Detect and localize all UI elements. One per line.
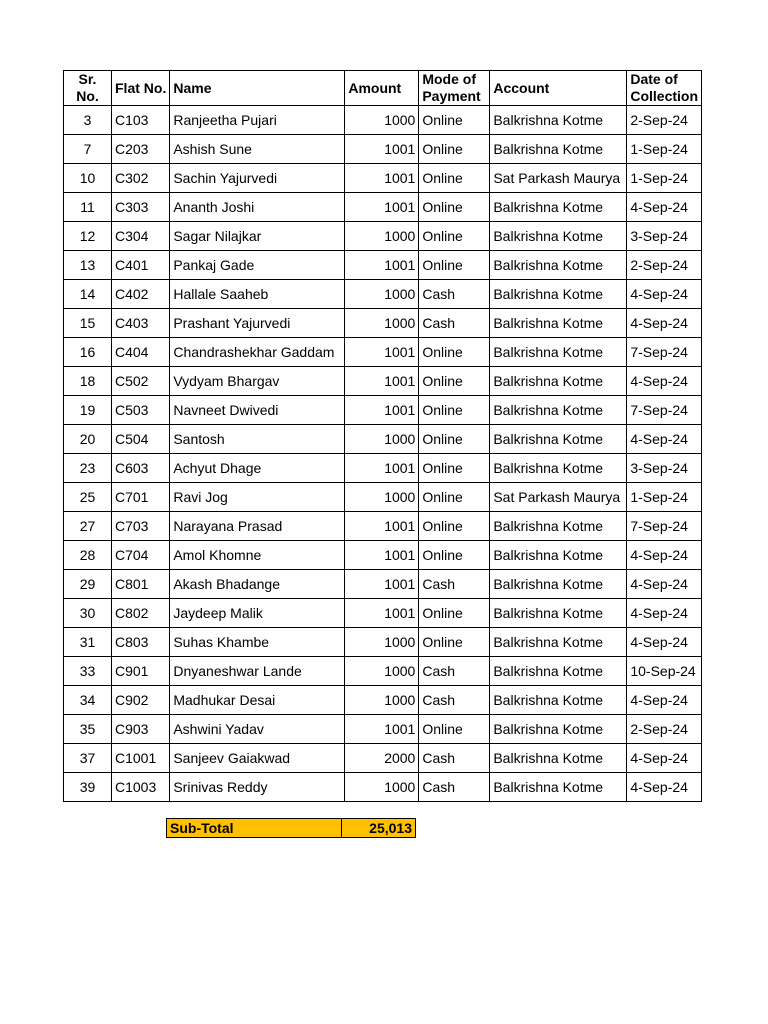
table-row xyxy=(64,744,702,773)
cell-mode-of-payment: Online xyxy=(419,222,490,251)
cell-flat-no: C701 xyxy=(112,483,170,512)
subtotal-row xyxy=(166,818,416,838)
header-amount: Amount xyxy=(345,71,419,106)
cell-sr-no: 16 xyxy=(64,338,112,367)
cell-date-of-collection: 7-Sep-24 xyxy=(627,396,702,425)
header-mode-of-payment: Mode of Payment xyxy=(419,71,490,106)
cell-account: Balkrishna Kotme xyxy=(490,425,627,454)
cell-mode-of-payment: Cash xyxy=(419,657,490,686)
table-row xyxy=(64,135,702,164)
cell-date-of-collection: 4-Sep-24 xyxy=(627,193,702,222)
cell-date-of-collection: 4-Sep-24 xyxy=(627,541,702,570)
cell-sr-no: 13 xyxy=(64,251,112,280)
table-row xyxy=(64,164,702,193)
cell-name: Ravi Jog xyxy=(170,483,345,512)
cell-date-of-collection: 2-Sep-24 xyxy=(627,251,702,280)
cell-amount: 1001 xyxy=(345,454,419,483)
cell-mode-of-payment: Online xyxy=(419,164,490,193)
cell-sr-no: 35 xyxy=(64,715,112,744)
cell-amount: 1001 xyxy=(345,570,419,599)
cell-sr-no: 11 xyxy=(64,193,112,222)
table-row xyxy=(64,483,702,512)
cell-flat-no: C902 xyxy=(112,686,170,715)
cell-mode-of-payment: Online xyxy=(419,512,490,541)
cell-name: Sanjeev Gaiakwad xyxy=(170,744,345,773)
table-row xyxy=(64,512,702,541)
cell-name: Chandrashekhar Gaddam xyxy=(170,338,345,367)
cell-date-of-collection: 7-Sep-24 xyxy=(627,338,702,367)
cell-name: Vydyam Bhargav xyxy=(170,367,345,396)
cell-flat-no: C203 xyxy=(112,135,170,164)
cell-name: Akash Bhadange xyxy=(170,570,345,599)
cell-amount: 1001 xyxy=(345,193,419,222)
cell-account: Sat Parkash Maurya xyxy=(490,164,627,193)
cell-amount: 1000 xyxy=(345,425,419,454)
table-row xyxy=(64,425,702,454)
table-row xyxy=(64,367,702,396)
cell-amount: 1001 xyxy=(345,164,419,193)
cell-mode-of-payment: Online xyxy=(419,599,490,628)
cell-account: Balkrishna Kotme xyxy=(490,657,627,686)
cell-flat-no: C402 xyxy=(112,280,170,309)
cell-account: Balkrishna Kotme xyxy=(490,106,627,135)
table-row xyxy=(64,251,702,280)
cell-name: Achyut Dhage xyxy=(170,454,345,483)
cell-mode-of-payment: Online xyxy=(419,628,490,657)
cell-flat-no: C304 xyxy=(112,222,170,251)
cell-mode-of-payment: Online xyxy=(419,541,490,570)
cell-name: Madhukar Desai xyxy=(170,686,345,715)
cell-amount: 1000 xyxy=(345,309,419,338)
cell-account: Balkrishna Kotme xyxy=(490,512,627,541)
subtotal-value: 25,013 xyxy=(369,820,412,836)
header-name: Name xyxy=(170,71,345,106)
cell-amount: 1000 xyxy=(345,483,419,512)
cell-name: Amol Khomne xyxy=(170,541,345,570)
table-row xyxy=(64,715,702,744)
cell-date-of-collection: 4-Sep-24 xyxy=(627,744,702,773)
header-row xyxy=(64,71,702,106)
cell-account: Balkrishna Kotme xyxy=(490,367,627,396)
table-row xyxy=(64,222,702,251)
cell-date-of-collection: 4-Sep-24 xyxy=(627,686,702,715)
cell-date-of-collection: 4-Sep-24 xyxy=(627,628,702,657)
cell-amount: 1001 xyxy=(345,715,419,744)
cell-mode-of-payment: Cash xyxy=(419,570,490,599)
cell-mode-of-payment: Online xyxy=(419,367,490,396)
cell-flat-no: C502 xyxy=(112,367,170,396)
cell-date-of-collection: 4-Sep-24 xyxy=(627,309,702,338)
cell-date-of-collection: 3-Sep-24 xyxy=(627,222,702,251)
cell-date-of-collection: 7-Sep-24 xyxy=(627,512,702,541)
cell-mode-of-payment: Online xyxy=(419,454,490,483)
cell-mode-of-payment: Online xyxy=(419,425,490,454)
header-flat-no: Flat No. xyxy=(112,71,170,106)
table-row xyxy=(64,338,702,367)
cell-mode-of-payment: Cash xyxy=(419,773,490,802)
cell-account: Sat Parkash Maurya xyxy=(490,483,627,512)
table-row xyxy=(64,106,702,135)
cell-sr-no: 37 xyxy=(64,744,112,773)
cell-account: Balkrishna Kotme xyxy=(490,338,627,367)
cell-flat-no: C603 xyxy=(112,454,170,483)
cell-flat-no: C803 xyxy=(112,628,170,657)
cell-sr-no: 10 xyxy=(64,164,112,193)
cell-mode-of-payment: Cash xyxy=(419,280,490,309)
cell-name: Jaydeep Malik xyxy=(170,599,345,628)
cell-mode-of-payment: Online xyxy=(419,135,490,164)
cell-name: Ananth Joshi xyxy=(170,193,345,222)
cell-sr-no: 33 xyxy=(64,657,112,686)
cell-flat-no: C704 xyxy=(112,541,170,570)
cell-amount: 1000 xyxy=(345,222,419,251)
cell-name: Ranjeetha Pujari xyxy=(170,106,345,135)
cell-flat-no: C403 xyxy=(112,309,170,338)
cell-account: Balkrishna Kotme xyxy=(490,309,627,338)
cell-amount: 1001 xyxy=(345,367,419,396)
table-row xyxy=(64,628,702,657)
cell-amount: 1001 xyxy=(345,135,419,164)
cell-date-of-collection: 1-Sep-24 xyxy=(627,483,702,512)
header-account: Account xyxy=(490,71,627,106)
table-row xyxy=(64,657,702,686)
cell-account: Balkrishna Kotme xyxy=(490,454,627,483)
cell-flat-no: C1003 xyxy=(112,773,170,802)
cell-account: Balkrishna Kotme xyxy=(490,570,627,599)
cell-sr-no: 30 xyxy=(64,599,112,628)
cell-date-of-collection: 3-Sep-24 xyxy=(627,454,702,483)
cell-sr-no: 31 xyxy=(64,628,112,657)
cell-mode-of-payment: Online xyxy=(419,483,490,512)
cell-sr-no: 28 xyxy=(64,541,112,570)
cell-name: Prashant Yajurvedi xyxy=(170,309,345,338)
cell-amount: 1001 xyxy=(345,599,419,628)
cell-mode-of-payment: Cash xyxy=(419,309,490,338)
header-sr-no: Sr. No. xyxy=(64,71,112,106)
table-row xyxy=(64,454,702,483)
cell-date-of-collection: 4-Sep-24 xyxy=(627,367,702,396)
cell-sr-no: 34 xyxy=(64,686,112,715)
cell-name: Navneet Dwivedi xyxy=(170,396,345,425)
cell-flat-no: C901 xyxy=(112,657,170,686)
cell-account: Balkrishna Kotme xyxy=(490,715,627,744)
cell-account: Balkrishna Kotme xyxy=(490,541,627,570)
cell-sr-no: 12 xyxy=(64,222,112,251)
cell-mode-of-payment: Online xyxy=(419,251,490,280)
cell-account: Balkrishna Kotme xyxy=(490,773,627,802)
cell-flat-no: C503 xyxy=(112,396,170,425)
cell-mode-of-payment: Cash xyxy=(419,744,490,773)
cell-sr-no: 14 xyxy=(64,280,112,309)
cell-name: Srinivas Reddy xyxy=(170,773,345,802)
cell-date-of-collection: 2-Sep-24 xyxy=(627,715,702,744)
cell-name: Ashwini Yadav xyxy=(170,715,345,744)
cell-date-of-collection: 4-Sep-24 xyxy=(627,570,702,599)
cell-date-of-collection: 4-Sep-24 xyxy=(627,773,702,802)
cell-date-of-collection: 4-Sep-24 xyxy=(627,425,702,454)
cell-date-of-collection: 4-Sep-24 xyxy=(627,599,702,628)
cell-flat-no: C303 xyxy=(112,193,170,222)
cell-mode-of-payment: Online xyxy=(419,338,490,367)
cell-sr-no: 29 xyxy=(64,570,112,599)
cell-account: Balkrishna Kotme xyxy=(490,222,627,251)
cell-amount: 1000 xyxy=(345,686,419,715)
cell-name: Pankaj Gade xyxy=(170,251,345,280)
cell-flat-no: C801 xyxy=(112,570,170,599)
cell-amount: 1001 xyxy=(345,541,419,570)
cell-amount: 1001 xyxy=(345,338,419,367)
cell-amount: 2000 xyxy=(345,744,419,773)
cell-account: Balkrishna Kotme xyxy=(490,744,627,773)
cell-account: Balkrishna Kotme xyxy=(490,686,627,715)
table-row xyxy=(64,309,702,338)
cell-flat-no: C903 xyxy=(112,715,170,744)
cell-name: Dnyaneshwar Lande xyxy=(170,657,345,686)
cell-name: Narayana Prasad xyxy=(170,512,345,541)
cell-name: Ashish Sune xyxy=(170,135,345,164)
cell-account: Balkrishna Kotme xyxy=(490,251,627,280)
cell-account: Balkrishna Kotme xyxy=(490,135,627,164)
cell-name: Hallale Saaheb xyxy=(170,280,345,309)
cell-account: Balkrishna Kotme xyxy=(490,396,627,425)
cell-amount: 1000 xyxy=(345,106,419,135)
table-row xyxy=(64,570,702,599)
cell-sr-no: 39 xyxy=(64,773,112,802)
cell-date-of-collection: 10-Sep-24 xyxy=(627,657,702,686)
cell-amount: 1001 xyxy=(345,396,419,425)
cell-mode-of-payment: Online xyxy=(419,193,490,222)
cell-amount: 1000 xyxy=(345,628,419,657)
cell-date-of-collection: 4-Sep-24 xyxy=(627,280,702,309)
table-row xyxy=(64,193,702,222)
cell-sr-no: 15 xyxy=(64,309,112,338)
cell-mode-of-payment: Cash xyxy=(419,686,490,715)
cell-date-of-collection: 1-Sep-24 xyxy=(627,135,702,164)
cell-account: Balkrishna Kotme xyxy=(490,628,627,657)
cell-date-of-collection: 1-Sep-24 xyxy=(627,164,702,193)
collection-table xyxy=(63,70,702,802)
cell-amount: 1000 xyxy=(345,280,419,309)
cell-flat-no: C103 xyxy=(112,106,170,135)
cell-mode-of-payment: Online xyxy=(419,715,490,744)
cell-name: Sagar Nilajkar xyxy=(170,222,345,251)
cell-mode-of-payment: Online xyxy=(419,106,490,135)
table-row xyxy=(64,280,702,309)
cell-account: Balkrishna Kotme xyxy=(490,599,627,628)
cell-sr-no: 3 xyxy=(64,106,112,135)
cell-account: Balkrishna Kotme xyxy=(490,193,627,222)
cell-amount: 1000 xyxy=(345,773,419,802)
cell-flat-no: C1001 xyxy=(112,744,170,773)
cell-flat-no: C703 xyxy=(112,512,170,541)
cell-name: Suhas Khambe xyxy=(170,628,345,657)
cell-flat-no: C504 xyxy=(112,425,170,454)
cell-flat-no: C302 xyxy=(112,164,170,193)
cell-mode-of-payment: Online xyxy=(419,396,490,425)
cell-date-of-collection: 2-Sep-24 xyxy=(627,106,702,135)
cell-amount: 1001 xyxy=(345,251,419,280)
table-row xyxy=(64,599,702,628)
cell-sr-no: 18 xyxy=(64,367,112,396)
cell-sr-no: 20 xyxy=(64,425,112,454)
cell-flat-no: C404 xyxy=(112,338,170,367)
table-row xyxy=(64,773,702,802)
cell-amount: 1000 xyxy=(345,657,419,686)
cell-account: Balkrishna Kotme xyxy=(490,280,627,309)
cell-sr-no: 19 xyxy=(64,396,112,425)
table-row xyxy=(64,686,702,715)
cell-sr-no: 27 xyxy=(64,512,112,541)
cell-amount: 1001 xyxy=(345,512,419,541)
cell-name: Santosh xyxy=(170,425,345,454)
cell-name: Sachin Yajurvedi xyxy=(170,164,345,193)
table-body xyxy=(64,106,702,802)
cell-flat-no: C401 xyxy=(112,251,170,280)
cell-sr-no: 23 xyxy=(64,454,112,483)
cell-sr-no: 7 xyxy=(64,135,112,164)
subtotal-label: Sub-Total xyxy=(167,819,342,837)
table-row xyxy=(64,541,702,570)
table-row xyxy=(64,396,702,425)
header-date-of-collection: Date of Collection xyxy=(627,71,702,106)
cell-flat-no: C802 xyxy=(112,599,170,628)
cell-sr-no: 25 xyxy=(64,483,112,512)
